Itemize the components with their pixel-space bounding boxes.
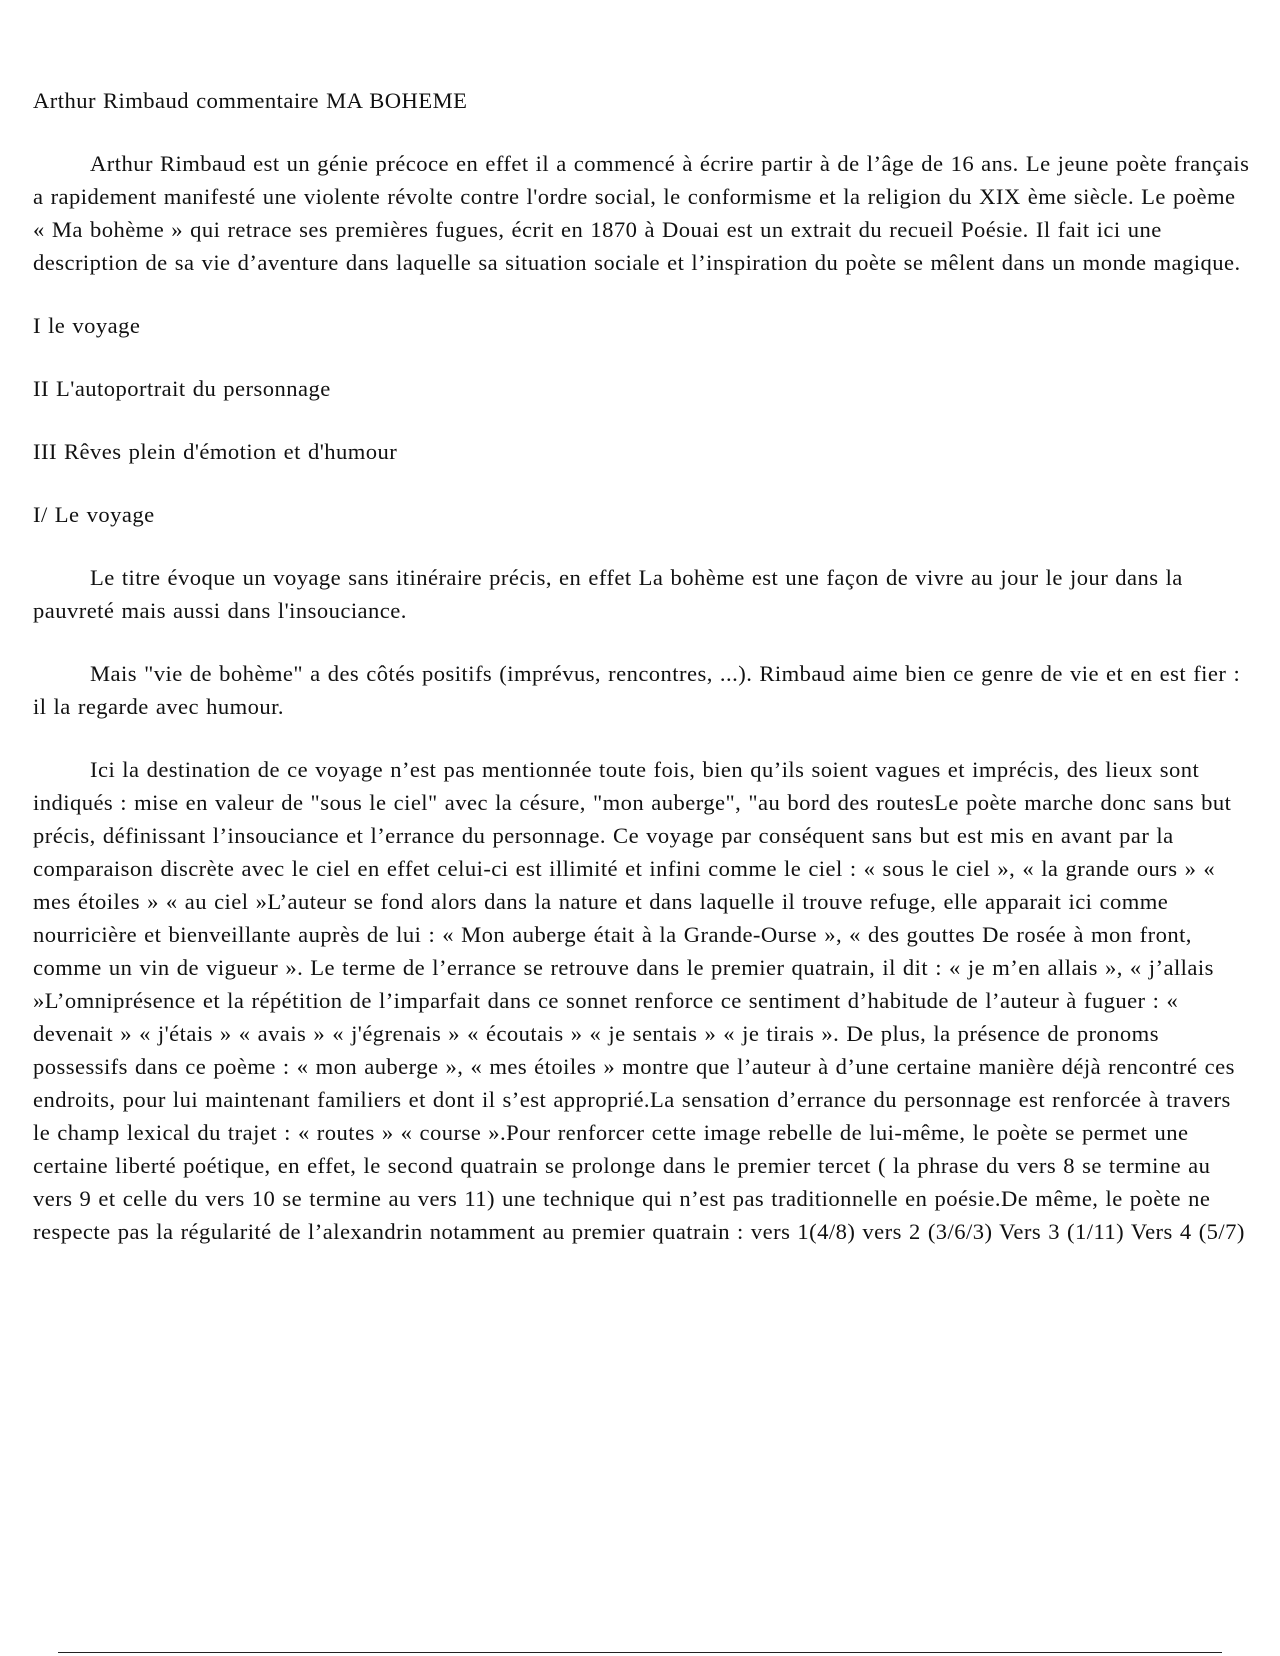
intro-paragraph: Arthur Rimbaud est un génie précoce en effet il a commencé à écrire partir à de l’âge de 16 ans. Le jeune poète français a rapidement manifesté une violente révolte contre l'ordre social, le conformisme et la religion du XIX ème siècle. Le poème « Ma bohème » qui retrace ses premières fugues, écrit en 1870 à Douai est un extrait du recueil Poésie. Il fait ici une description de sa vie d’aventure dans laquelle sa situation sociale et l’inspiration du poète se mêlent dans un monde magique.: [33, 151, 1250, 275]
section-heading: I/ Le voyage: [33, 502, 155, 527]
outline-item-2: II L'autoportrait du personnage: [33, 376, 331, 401]
footer-divider: [58, 1652, 1222, 1653]
document-title: Arthur Rimbaud commentaire MA BOHEME: [33, 88, 468, 113]
outline-item-3: III Rêves plein d'émotion et d'humour: [33, 439, 398, 464]
outline-item-1: I le voyage: [33, 313, 141, 338]
document-page: [33, 84, 1251, 1278]
body-paragraph-1: Le titre évoque un voyage sans itinéraire précis, en effet La bohème est une façon de vivre au jour le jour dans la pauvreté mais aussi dans l'insouciance.: [33, 565, 1183, 623]
body-paragraph-3: Ici la destination de ce voyage n’est pas mentionnée toute fois, bien qu’ils soient vagues et imprécis, des lieux sont indiqués : mise en valeur de "sous le ciel" avec la césure, "mon auberge", "au bord des routesLe poète marche donc sans but précis, définissant l’insouciance et l’errance du personnage. Ce voyage par conséquent sans but est mis en avant par la comparaison discrète avec le ciel en effet celui-ci est illimité et infini comme le ciel : « sous le ciel », « la grande ours » « mes étoiles » « au ciel »L’auteur se fond alors dans la nature et dans laquelle il trouve refuge, elle apparait ici comme nourricière et bienveillante auprès de lui : « Mon auberge était à la Grande-Ourse », « des gouttes De rosée à mon front, comme un vin de vigueur ». Le terme de l’errance se retrouve dans le premier quatrain, il dit : « je m’en allais », « j’allais »L’omniprésence et la répétition de l’imparfait dans ce sonnet renforce ce sentiment d’habitude de l’auteur à fuguer : « devenait » « j'étais » « avais » « j'égrenais » « écoutais » « je sentais » « je tirais ». De plus, la présence de pronoms possessifs dans ce poème : « mon auberge », « mes étoiles » montre que l’auteur à d’une certaine manière déjà rencontré ces endroits, pour lui maintenant familiers et dont il s’est approprié.La sensation d’errance du personnage est renforcée à travers le champ lexical du trajet : « routes » « course ».Pour renforcer cette image rebelle de lui-même, le poète se permet une certaine liberté poétique, en effet, le second quatrain se prolonge dans le premier tercet ( la phrase du vers 8 se termine au vers 9 et celle du vers 10 se termine au vers 11) une technique qui n’est pas traditionnelle en poésie.De même, le poète ne respecte pas la régularité de l’alexandrin notamment au premier quatrain : vers 1(4/8) vers 2 (3/6/3) Vers 3 (1/11) Vers 4 (5/7): [33, 757, 1245, 1244]
body-paragraph-2: Mais "vie de bohème" a des côtés positifs (imprévus, rencontres, ...). Rimbaud aime bien ce genre de vie et en est fier : il la regarde avec humour.: [33, 661, 1241, 719]
